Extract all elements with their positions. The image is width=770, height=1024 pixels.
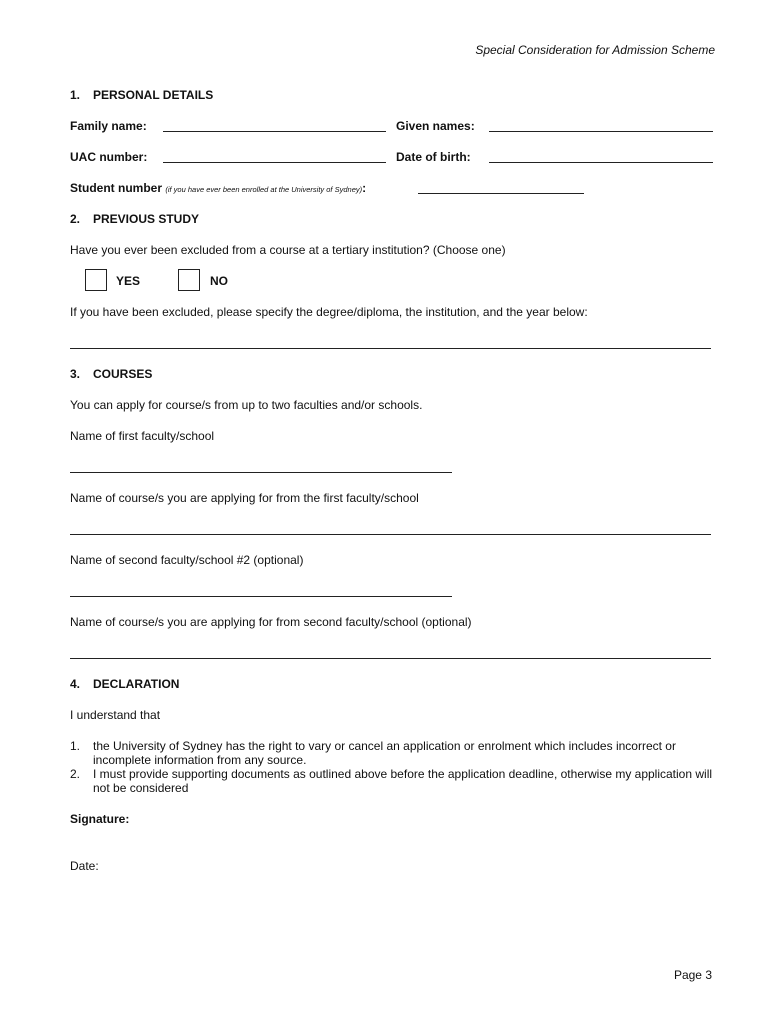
date-label: Date: bbox=[70, 859, 99, 873]
exclusion-details-field[interactable] bbox=[70, 348, 711, 349]
family-name-field[interactable] bbox=[163, 131, 386, 132]
second-courses-label: Name of course/s you are applying for from second faculty/school (optional) bbox=[70, 615, 472, 629]
first-courses-field[interactable] bbox=[70, 534, 711, 535]
section-number: 3. bbox=[70, 367, 81, 381]
section-title: DECLARATION bbox=[93, 677, 180, 691]
no-label: NO bbox=[210, 274, 228, 288]
section-number: 4. bbox=[70, 677, 81, 691]
date-of-birth-field[interactable] bbox=[489, 162, 713, 163]
excluded-question: Have you ever been excluded from a course at a tertiary institution? (Choose one) bbox=[70, 243, 506, 257]
section-number: 2. bbox=[70, 212, 81, 226]
yes-checkbox[interactable] bbox=[85, 269, 107, 291]
given-names-field[interactable] bbox=[489, 131, 713, 132]
declaration-item-text: I must provide supporting documents as outlined above before the application deadline, otherwise my application will not be considered bbox=[93, 767, 713, 795]
uac-number-field[interactable] bbox=[163, 162, 386, 163]
yes-label: YES bbox=[116, 274, 141, 288]
document-header: Special Consideration for Admission Scheme bbox=[475, 43, 715, 57]
second-courses-field[interactable] bbox=[70, 658, 711, 659]
section-title: PREVIOUS STUDY bbox=[93, 212, 200, 226]
student-number-label: Student number bbox=[70, 181, 162, 195]
student-number-colon: : bbox=[362, 181, 367, 195]
declaration-intro: I understand that bbox=[70, 708, 161, 722]
given-names-label: Given names: bbox=[396, 119, 475, 133]
second-faculty-label: Name of second faculty/school #2 (optional) bbox=[70, 553, 304, 567]
uac-number-label: UAC number: bbox=[70, 150, 148, 164]
section-courses-heading bbox=[70, 367, 152, 381]
first-faculty-label: Name of first faculty/school bbox=[70, 429, 215, 443]
section-declaration-heading bbox=[70, 677, 179, 691]
section-title: PERSONAL DETAILS bbox=[93, 88, 214, 102]
declaration-item-number: 2. bbox=[70, 767, 81, 781]
section-personal-heading bbox=[70, 88, 213, 102]
declaration-item bbox=[70, 739, 720, 767]
page-number: Page 3 bbox=[673, 968, 712, 982]
no-checkbox[interactable] bbox=[178, 269, 200, 291]
family-name-label: Family name: bbox=[70, 119, 147, 133]
signature-label: Signature: bbox=[70, 812, 130, 826]
first-courses-label: Name of course/s you are applying for from the first faculty/school bbox=[70, 491, 419, 505]
section-number: 1. bbox=[70, 88, 81, 102]
declaration-list bbox=[70, 739, 720, 795]
second-faculty-field[interactable] bbox=[70, 596, 452, 597]
date-of-birth-label: Date of birth: bbox=[396, 150, 471, 164]
student-number-note: (if you have ever been enrolled at the University of Sydney) bbox=[165, 185, 363, 194]
student-number-label-group bbox=[70, 181, 366, 195]
section-title: COURSES bbox=[93, 367, 153, 381]
section-previous-heading bbox=[70, 212, 199, 226]
exclusion-specify-instruction: If you have been excluded, please specify the degree/diploma, the institution, and the year below: bbox=[70, 305, 588, 319]
courses-intro: You can apply for course/s from up to two faculties and/or schools. bbox=[70, 398, 423, 412]
first-faculty-field[interactable] bbox=[70, 472, 452, 473]
declaration-item-text: the University of Sydney has the right to vary or cancel an application or enrolment which includes incorrect or incomplete information from any source. bbox=[93, 739, 676, 767]
student-number-field[interactable] bbox=[418, 193, 584, 194]
declaration-item bbox=[70, 767, 720, 795]
declaration-item-number: 1. bbox=[70, 739, 81, 753]
